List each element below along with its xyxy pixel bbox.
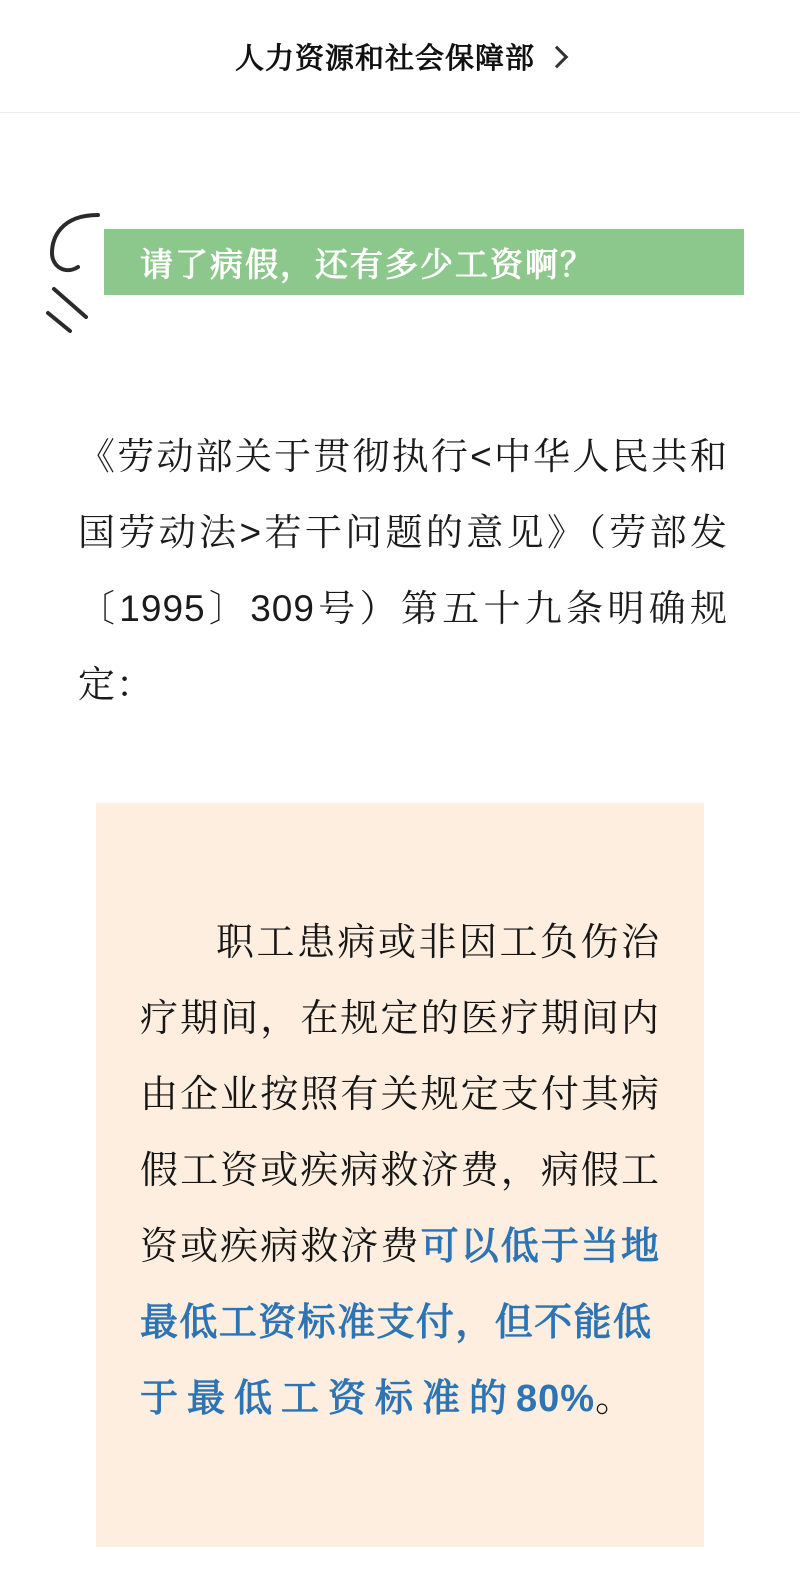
headline-text: 请了病假，还有多少工资啊？: [140, 245, 595, 283]
chevron-right-icon: [546, 46, 569, 69]
source-name: 人力资源和社会保障部: [234, 42, 535, 75]
quote-end-punctuation: 。: [595, 1378, 635, 1420]
source-bar: [0, 0, 800, 113]
intro-paragraph: 《劳动部关于贯彻执行<中华人民共和国劳动法>若干问题的意见》（劳部发〔1995〕309号）第五十九条明确规定：: [78, 436, 728, 705]
quote-text: [140, 905, 660, 1437]
headline-area: [0, 205, 800, 345]
quote-highlight-2: 低于最低工资标准的: [140, 1302, 660, 1420]
quote-highlight-1: 可以低于当地最低工资标准支付，但不能: [140, 1226, 660, 1344]
quote-card: [96, 803, 704, 1547]
source-link[interactable]: [235, 36, 565, 77]
headline-banner: [104, 229, 744, 295]
quote-highlight-percent: 80%: [516, 1378, 596, 1420]
quote-part-1: 职工患病或非因工负伤治疗期间，在规定的医疗期间内由企业按照有关规定支付其病假工资或疾病救济费，病假工资或疾病救济费: [140, 922, 660, 1268]
